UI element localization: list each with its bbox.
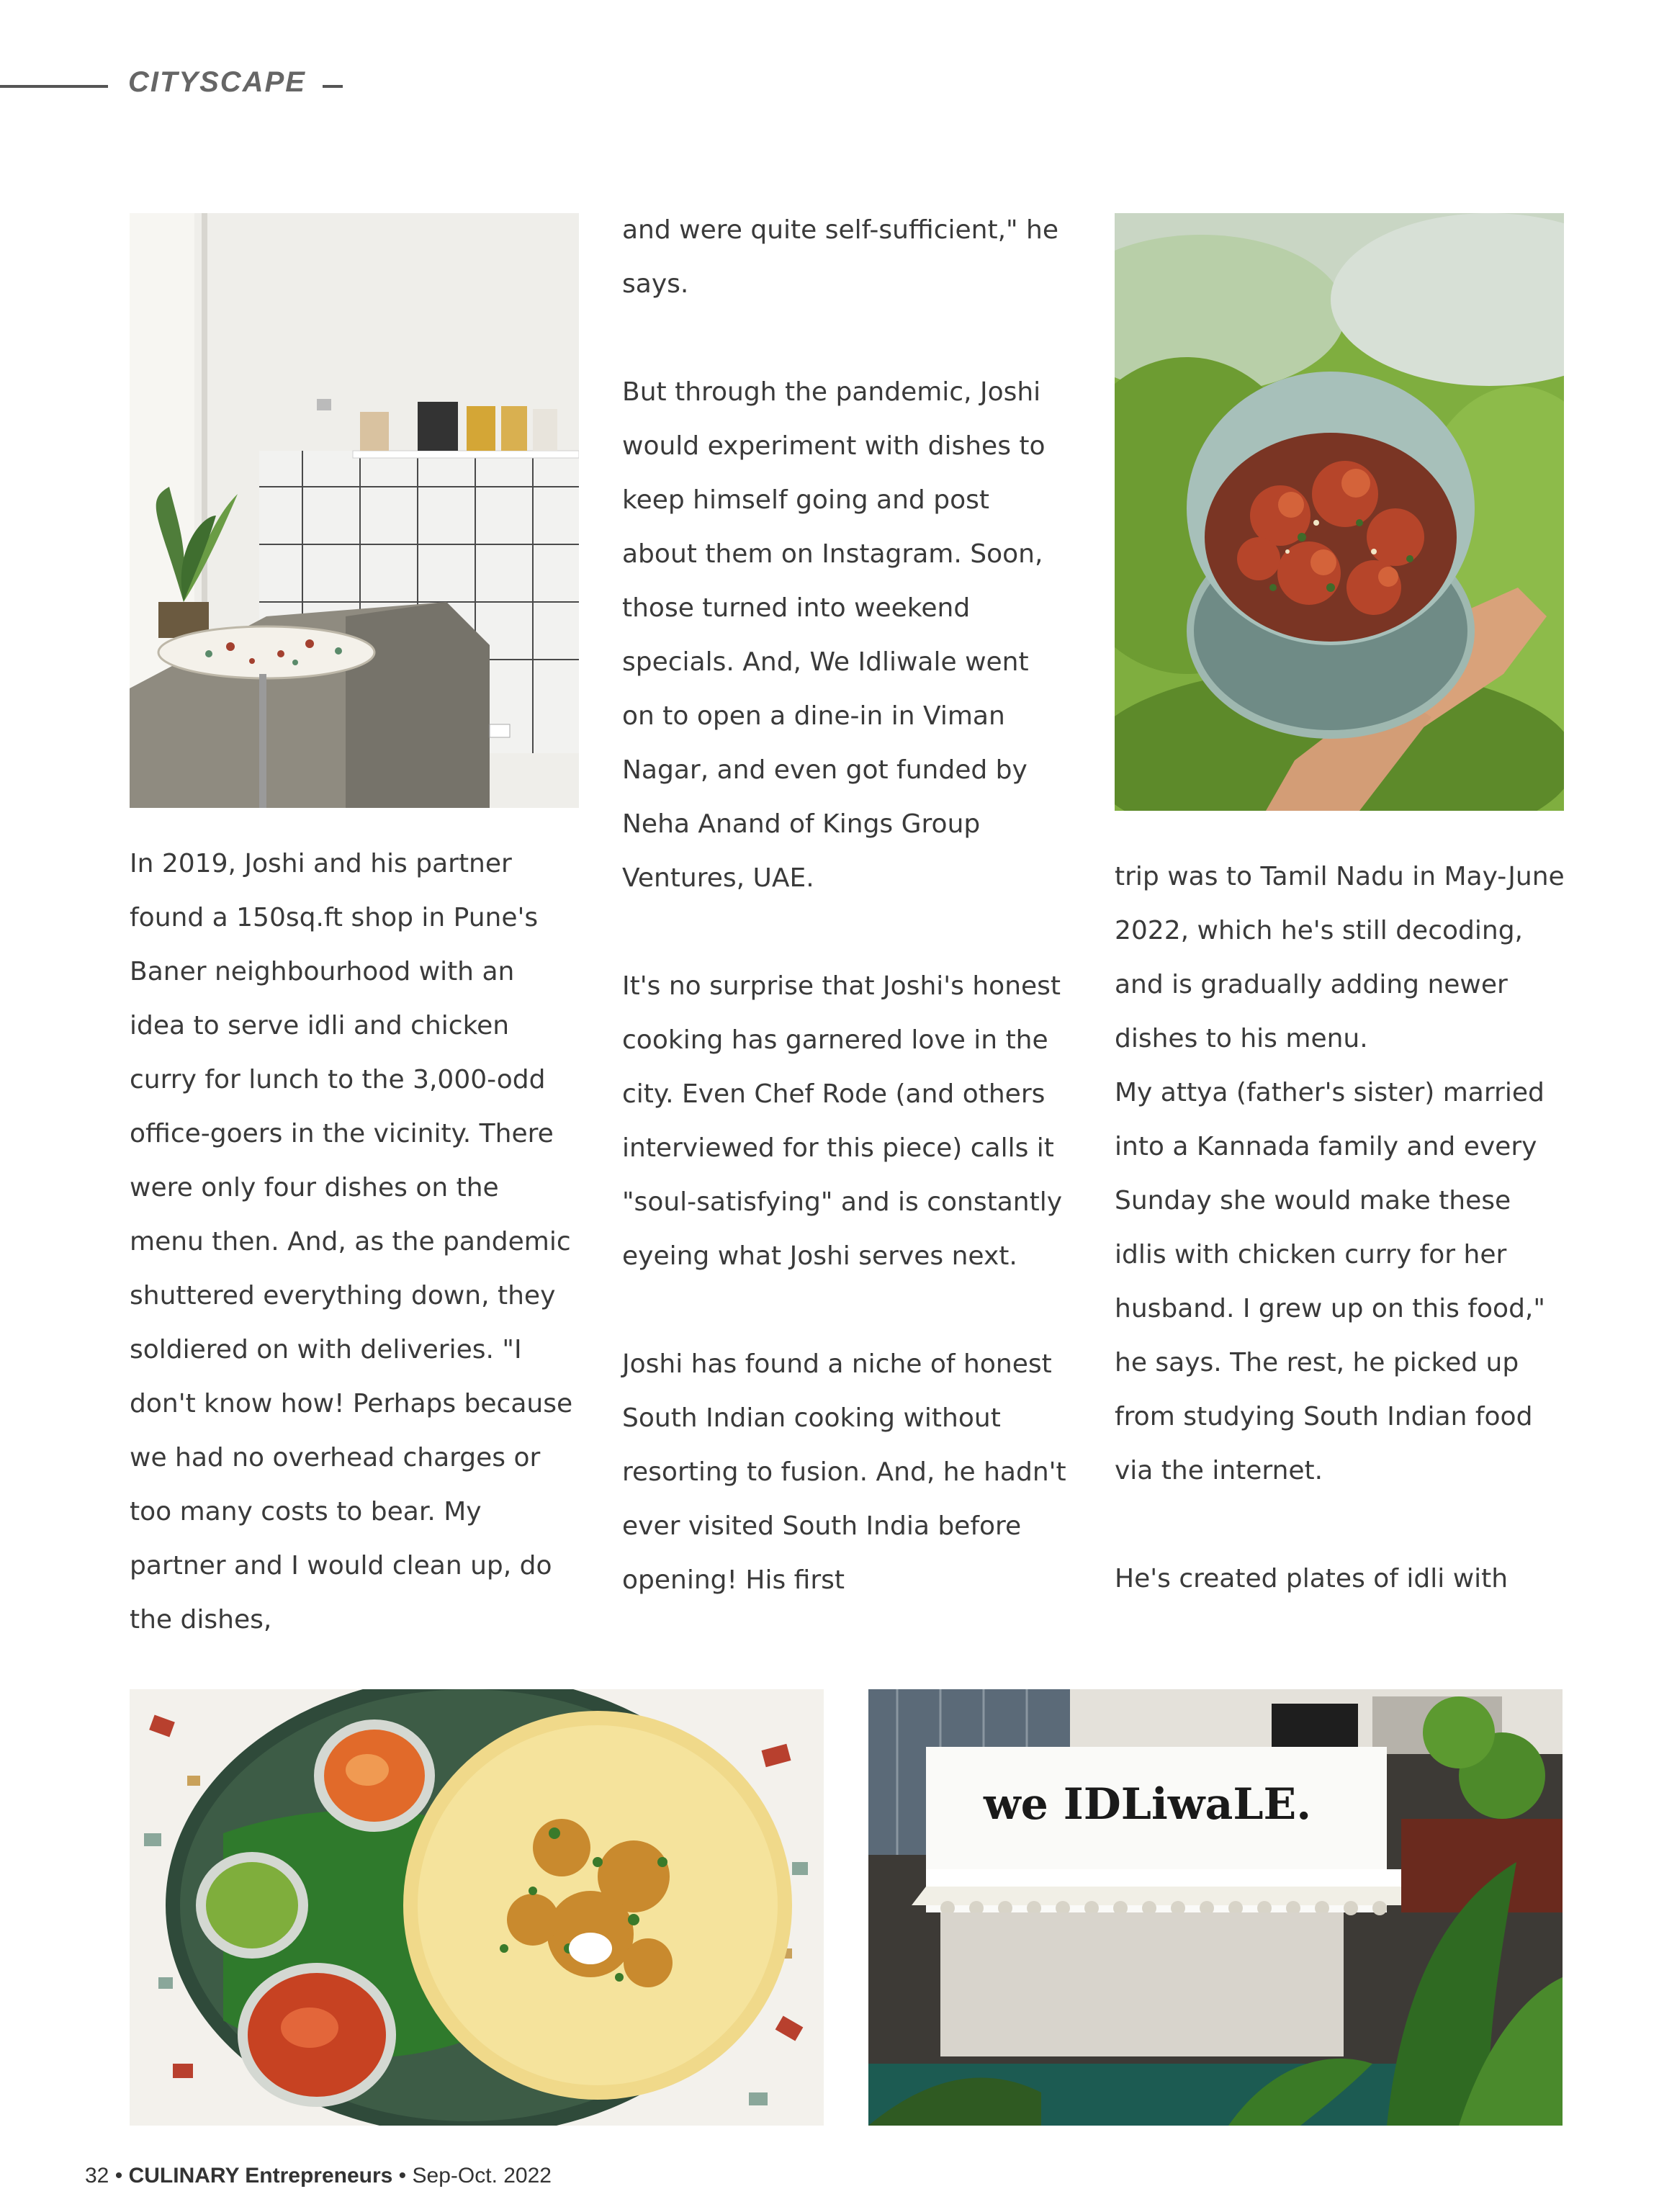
page-footer bbox=[85, 2164, 552, 2188]
footer-separator: • bbox=[114, 2164, 123, 2188]
paragraph: trip was to Tamil Nadu in May-June 2022, which he's still decoding, and is gradually adding newer dishes to his menu. bbox=[1115, 862, 1565, 1053]
paragraph: But through the pandemic, Joshi would experiment with dishes to keep himself going and post about them on Instagram. Soon, those turned into weekend specials. And, We Idliwale went on to open a dine-in in Viman Nagar, and even got funded by Neha Anand of Kings Group Ventures, UAE. bbox=[622, 377, 1046, 893]
paragraph: In 2019, Joshi and his partner found a 150sq.ft shop in Pune's Baner neighbourhood with an idea to serve idli and chicken curry for lunch to the 3,000-odd office-goers in the vicinity. There were only four dishes on the menu then. And, as the pandemic shuttered everything down, they soldiered on with deliveries. "I don't know how! Perhaps because we had no overhead charges or too many costs to bear. My partner and I would clean up, do the dishes, bbox=[130, 849, 573, 1635]
footer-separator: • bbox=[398, 2164, 407, 2188]
body-column-middle bbox=[622, 203, 1069, 1607]
page-number: 32 bbox=[85, 2164, 109, 2188]
body-column-right bbox=[1115, 850, 1568, 1606]
paragraph: My attya (father's sister) married into a Kannada family and every Sunday she would make these idlis with chicken curry for her husband. I grew up on this food," he says. The rest, he picked up from studying South Indian food via the internet. bbox=[1115, 1078, 1545, 1485]
storefront-sign: we IDLiwaLE. bbox=[984, 1779, 1312, 1830]
bowl-photo bbox=[1115, 213, 1564, 811]
paragraph: It's no surprise that Joshi's honest cooking has garnered love in the city. Even Chef Rode (and others interviewed for this piece) calls it "soul-satisfying" and is constantly eyeing what Joshi serves next. bbox=[622, 971, 1063, 1271]
section-dash bbox=[323, 85, 343, 88]
issue-date: Sep-Oct. 2022 bbox=[412, 2164, 552, 2188]
section-label: CITYSCAPE bbox=[128, 66, 306, 98]
paragraph: Joshi has found a niche of honest South Indian cooking without resorting to fusion. And, he hadn't ever visited South India before opening! His first bbox=[622, 1349, 1066, 1595]
interior-photo bbox=[130, 213, 579, 808]
uttapam-photo bbox=[130, 1689, 824, 2126]
body-column-left bbox=[130, 837, 576, 1647]
magazine-brand: CULINARY Entrepreneurs bbox=[128, 2164, 393, 2188]
paragraph: He's created plates of idli with bbox=[1115, 1564, 1509, 1593]
section-rule bbox=[0, 85, 108, 88]
paragraph: and were quite self-sufficient," he says. bbox=[622, 215, 1059, 299]
storefront-photo bbox=[868, 1689, 1563, 2126]
